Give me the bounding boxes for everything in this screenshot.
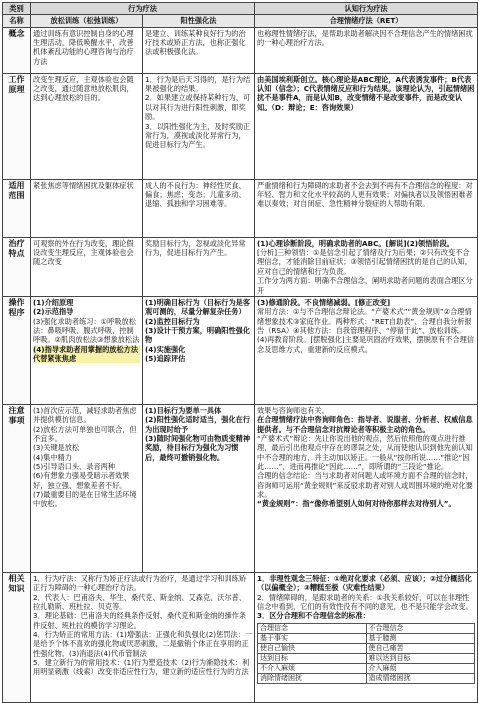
cell-line: 1．行为疗法：又称行为矫正疗法或行为治疗，是通过学习和训练矫正行为障碍的一种心理治疗方法。 [33, 573, 247, 593]
subheader-relaxation: 放松训练（松弛训练） [31, 15, 143, 27]
cell-line: 常用方法：①与不合理信念辩论法。“产婆术式”“黄金规则”②合理情绪想象技术③家庭作业。两种形式：“RET自助表”、合理自我分析报告（RSA）④其他方法：自我管理程序、“停留于此”、放松训练。 [257, 307, 472, 335]
row-notes [3, 404, 478, 572]
cell-line: 效果与咨询师也有关。 [257, 405, 329, 415]
cell-relax [31, 73, 143, 179]
cell-ret [255, 296, 478, 404]
cell-line: (1)介绍原理 [33, 297, 74, 307]
header-cognitive-therapy: 认知行为疗法 [255, 3, 478, 15]
cell-line: (3)随时间强化物可由物质变精神奖励，待目标行为强化为习惯后，最终可撤销强化物。 [145, 433, 251, 462]
cell-line: 5．建立新行为的常用技术：(1)行为塑造技术（2)行为渐隐技术：利用明显刺激（线索）改变非适应性行为，建立新的适应性行为的方法 [33, 658, 250, 677]
cell-line: “产婆术式”辩论：先让你说出他的观点，然后依照他的观点进行推理，最后引出他观点中存在的谬误之处，从而使他认识到他先前认知中不合理的地方，并主动加以矫正。一般从“按你所说……”推论“因此……”，进而再推论“因此……”，即所谓的“三段论”推论。 [257, 433, 473, 472]
criteria-cell: 达到目标 [258, 653, 367, 663]
cell-line: “黄金规则”：指“像你希望别人如何对待你那样去对待别人”。 [257, 499, 456, 509]
header-behavior-therapy: 行为疗法 [31, 3, 255, 15]
cell-positive [143, 73, 255, 179]
criteria-row [258, 633, 475, 643]
row-label: 操作程序 [3, 296, 31, 404]
cell-line: (1)目标行为要单一具体 [145, 405, 222, 415]
subheader-row [3, 15, 478, 27]
cell-positive [143, 179, 255, 237]
cell-text: 奖励目标行为，忽视或淡化异常行为，促进目标行为产生。 [145, 238, 246, 258]
cell-line: 2．情绪障碍的，是跟求助者的关系：①我关系较好，可以在非理性信念中看到，它们的有效性没有不同的意见，也不是只能学会改变。 [257, 592, 473, 611]
criteria-cell: 造成情绪困扰 [366, 674, 475, 684]
cell-text: 也称理性情绪疗法，是帮助求助者解决因不合理信念产生的情绪困扰的一种心理治疗方法。 [257, 28, 473, 48]
row-label: 概念 [3, 27, 31, 73]
cell-relax [31, 404, 143, 572]
cell-line: (5)追踪评估 [145, 354, 186, 364]
cell-text: 通过训练有意识控制自身的心理生理活动，降低唤醒水平，改善机体紊乱功能的心理咨询与治疗方法 [33, 28, 134, 66]
cell-line: (4)再教育阶段。[摆脱强化]主要是巩固治疗效果，摆脱原有不合理信念及思维方式，重建新的反应模式。 [257, 335, 475, 354]
subheader-name: 名称 [3, 15, 31, 27]
header-category: 类别 [3, 3, 31, 15]
row-label: 相关知识 [3, 572, 31, 702]
criteria-row [258, 674, 475, 684]
cell-line: 3．理论基础：巴甫洛夫的经典条件反射、桑代克和斯金纳的操作条件反射、班杜拉的模仿学习理论。 [33, 611, 247, 630]
cell-text: 由美国埃利斯创立。核心理论是ABC理论，A代表诱发事件；B代表认知（信念）；C代表情绪反应和行为结果。该理论认为，引起情绪困扰不是事件A，而是认知B，改变情绪不是改变事件，而是改变认知。（D：辩论；E：咨询效果） [257, 74, 475, 112]
cell-line: (4)实施强化 [145, 344, 186, 354]
cell-line: (3)关键是放松 [33, 443, 80, 453]
cell-positive [143, 237, 255, 296]
cell-line: 3．以阳性强化为主，及时奖励正常行为，漠视或淡化异常行为，促进目标行为产生。 [145, 121, 251, 150]
comparison-table [2, 2, 478, 703]
cell-text: 紧张焦虑等情绪困扰及躯体症状 [33, 180, 134, 190]
cell-line: (2)放松方法可单独也可联合，但不宜多。 [33, 424, 137, 443]
cell-line: 1．非理性观念三特征：①绝对化要求（必须、应该）；②过分概括化（以偏概全）；③糟糕至极（灾难性结果） [257, 573, 472, 593]
criteria-cell: 使自己痛苦 [366, 643, 475, 653]
belief-criteria-table [257, 623, 475, 685]
cell-line: (3)修通阶段。不良情绪减弱。[修正改变] [257, 297, 391, 307]
row-related-knowledge [3, 572, 478, 702]
criteria-cell: 不合理信念 [366, 623, 475, 633]
cell-relax [31, 237, 143, 296]
cell-line: 工作分为两方面：明确不合理信念，阐明求助者问题的表面合理区分开 [257, 276, 473, 295]
criteria-row [258, 653, 475, 663]
header-row [3, 3, 478, 15]
cell-relax [31, 179, 143, 237]
row-scope [3, 179, 478, 237]
cell-text: 改变生理反应，主观体验也会随之改变，通过随意地放松肌肉，达到心理放松的目的。 [33, 74, 134, 103]
cell-line: (7)最重要目的是在日常生活环境中放松。 [33, 490, 137, 509]
criteria-cell: 难以达到目标 [366, 653, 475, 663]
row-procedure [3, 296, 478, 404]
cell-line: 3．区分合理和不合理信念的标准： [257, 611, 370, 621]
cell-line: (1)心理诊断阶段，明确求助者的ABC。[解说](2)领悟阶段。 [257, 238, 454, 248]
criteria-row [258, 664, 475, 674]
cell-text: 成人的不良行为：神经性厌食、偏食；焦虑；变态；儿童多动、退缩、孤独和学习困难等。 [145, 180, 246, 209]
row-label: 工作原理 [3, 73, 31, 179]
row-concept [3, 27, 478, 73]
cell-positive [143, 27, 255, 73]
cell-relax [31, 27, 143, 73]
cell-line: 2．如果建立或保持某种行为，可以对其行为进行阳性刺激，即奖励。 [145, 93, 251, 122]
cell-line: 2．代表人：巴甫洛夫、华生、桑代克、斯金纳、艾森克、沃尔普、拉扎勒斯、班杜拉、贝克等。 [33, 592, 247, 611]
cell-line: (2)监控目标行为 [145, 316, 200, 326]
cell-line: 4．行为矫正的常用方法：(1)增强法：正强化和负强化(2)惩罚法：一是给予个体不喜欢的强化物或厌恶刺激，二是撤销个体正在享用的正性强化物。(3)消退法(4)代币管制法 [33, 630, 253, 658]
row-label: 适用范围 [3, 179, 31, 237]
row-label: 注意事项 [3, 404, 31, 572]
subheader-ret: 合理情绪疗法（RET） [255, 15, 478, 27]
cell-line: 1．行为是后天习得的，是行为结果被强化的结果。 [145, 74, 251, 94]
criteria-cell: 使自己愉快 [258, 643, 367, 653]
cell-line: (1)明确目标行为（目标行为是客观可测的，尽量分解复杂任务） [145, 297, 251, 317]
cell-positive [143, 296, 255, 404]
cell-line: (1)首次应示范，减轻求助者焦虑并提供模仿信息。 [33, 405, 137, 425]
criteria-cell: 介入麻烦 [366, 664, 475, 674]
cell-line: 合理的信念结论：当与求助者对问题人或坏境方面不合理的信念时，咨询师可运用“黄金规则”来反驳求助者对别人或周围环境的绝对化要求。 [257, 471, 473, 500]
criteria-row [258, 643, 475, 653]
cell-ret [255, 73, 478, 179]
row-label: 治疗特点 [3, 237, 31, 296]
cell-ret-knowledge [255, 572, 478, 702]
cell-line: [分析]三种领悟：①是信念引起了情绪及行为后果；②只有改变不合理信念，才能消除目前症状；③领悟引起情绪困扰的是自己的认知，应对自己的情绪和行为负责。 [257, 248, 472, 276]
cell-text: 是建立、训练某种良好行为的治疗技术或矫正方法，也称正强化法或积极强化法。 [145, 28, 246, 57]
criteria-row [258, 623, 475, 633]
criteria-cell: 消除情绪困扰 [258, 674, 367, 684]
cell-ret [255, 404, 478, 572]
cell-line: (2)阳性强化适时适当，强化在行为出现时给予 [145, 415, 251, 434]
criteria-cell: 基于臆测 [366, 633, 475, 643]
row-features [3, 237, 478, 296]
cell-behavior-knowledge [31, 572, 255, 702]
cell-line: (4)集中精力 [33, 452, 72, 462]
cell-line: (3)强化求助者练习：①呼吸放松法：鼻吸呼吸、腹式呼吸、控制呼吸。②肌肉放松法③想象放松法 [33, 316, 140, 345]
cell-ret [255, 27, 478, 73]
cell-line: 在合理情绪疗法中咨询师角色：指导者、说服者、分析者、权威信息提供者。与不合理信念对抗辩论者等积极主动的角色。 [257, 415, 473, 434]
cell-positive [143, 404, 255, 572]
criteria-cell: 基于事实 [258, 633, 367, 643]
cell-ret [255, 237, 478, 296]
criteria-cell: 不介入麻烦 [258, 664, 367, 674]
subheader-positive-reinforcement: 阳性强化法 [143, 15, 255, 27]
row-principle [3, 73, 478, 179]
criteria-cell: 合理信念 [258, 623, 367, 633]
cell-line: (4)指导求助者用掌握的放松方法代替紧张焦虑 [33, 344, 139, 364]
cell-text: 严重情绪和行为障碍的求助者不会去到不再有不合理信念的程度：对年轻、智力和文化水平较高的人更有效果；对偏执者以及领悟困难者难以奏效；对自闭症、急性精神分裂症的人帮助有限。 [257, 180, 473, 209]
cell-text: 可观察的外在行为改变，理论假设改变生理反应，主观体验也会随之改变 [33, 238, 134, 267]
cell-line: (3)设计干预方案，明确阳性强化物 [145, 325, 251, 345]
cell-ret [255, 179, 478, 237]
cell-relax [31, 296, 143, 404]
cell-line: (2)示范指导 [33, 307, 74, 317]
cell-line: (6)有想象力强易受暗示者效果好，独立强、想象差者不好。 [33, 471, 130, 490]
cell-line: (5)引导语口头、录音两种 [33, 462, 116, 472]
